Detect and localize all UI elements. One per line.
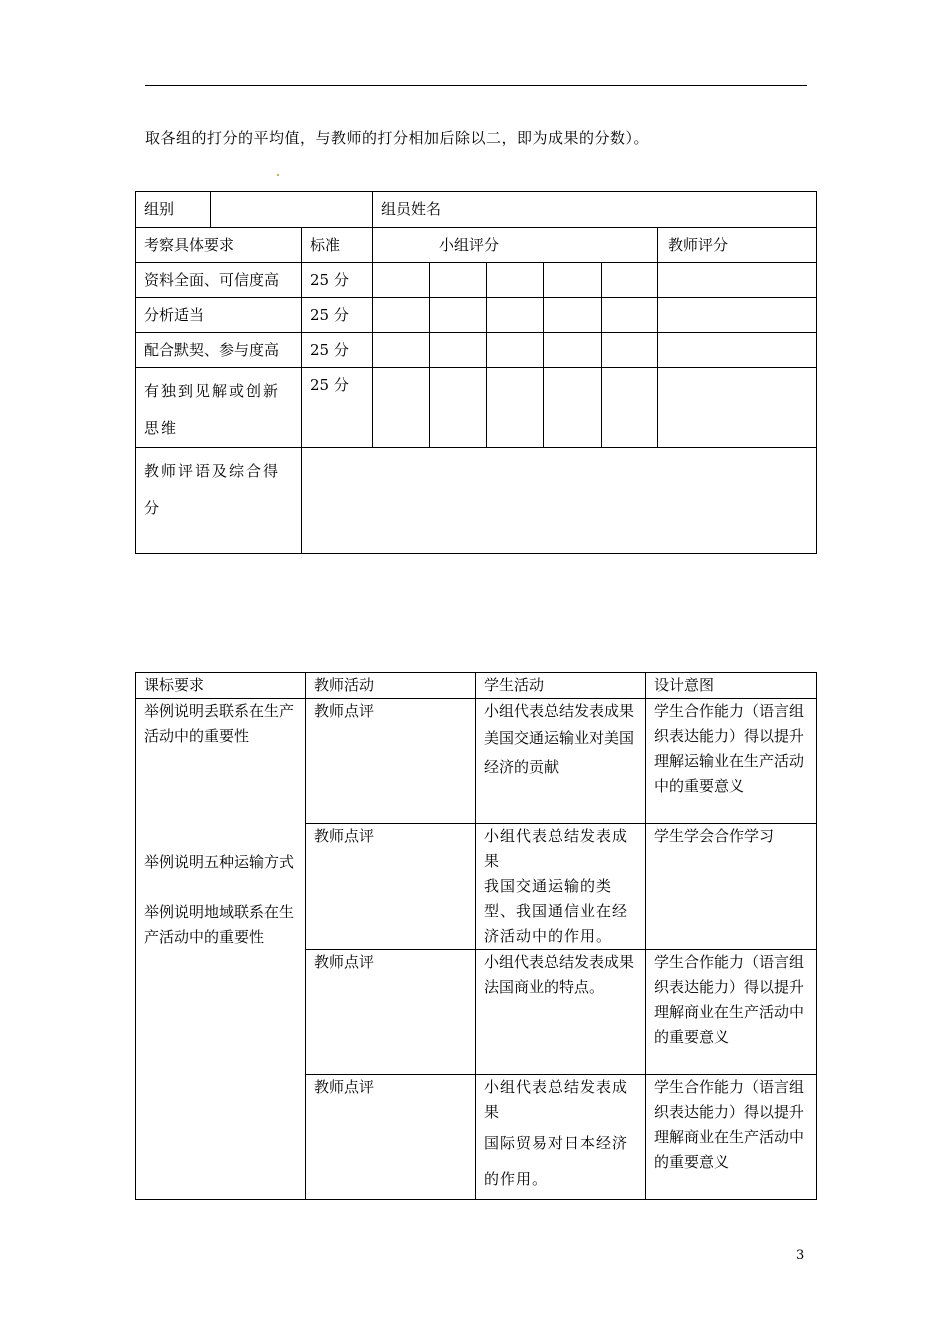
table-row — [136, 228, 817, 263]
comment-label: 教师评语及综合得分 — [136, 448, 302, 554]
standard-cell: 25 分 — [302, 298, 373, 333]
group-value — [211, 192, 373, 228]
intent-line: 学生合作能力（语言组织表达能力）得以提升 — [654, 1078, 805, 1121]
table-row — [136, 368, 817, 448]
intro-text: 取各组的打分的平均值，与教师的打分相加后除以二，即为成果的分数）。 — [145, 129, 650, 147]
standard-cell: 25 分 — [302, 368, 373, 448]
teacher-score-cell — [658, 368, 817, 448]
design-intent — [646, 824, 817, 950]
requirement-cell: 分析适当 — [136, 298, 302, 333]
requirement-cell: 资料全面、可信度高 — [136, 263, 302, 298]
requirement-cell: 有独到见解或创新思维 — [136, 368, 302, 448]
design-intent — [646, 699, 817, 824]
score-cell — [544, 298, 602, 333]
student-line: 美国交通运输业对美国经济的贡献 — [484, 729, 635, 776]
intent-line: 学生合作能力（语言组织表达能力）得以提升 — [654, 953, 805, 996]
student-line: 法国商业的特点。 — [484, 978, 605, 996]
table-row — [136, 192, 817, 228]
score-cell — [373, 298, 430, 333]
score-cell — [430, 368, 487, 448]
student-activity — [476, 824, 646, 950]
intent-line: 学生学会合作学习 — [654, 827, 775, 845]
score-cell — [544, 333, 602, 368]
teacher-activity: 教师点评 — [306, 824, 476, 950]
page-number: 3 — [796, 1248, 805, 1263]
teacher-score-cell — [658, 333, 817, 368]
table-row — [136, 448, 817, 554]
score-cell — [602, 263, 658, 298]
score-cell — [602, 368, 658, 448]
student-activity — [476, 1075, 646, 1200]
header-rule — [145, 85, 807, 86]
teacher-activity: 教师点评 — [306, 950, 476, 1075]
table-row — [136, 699, 817, 824]
header-cell: 课标要求 — [136, 673, 306, 699]
intent-line: 理解商业在生产活动中的重要意义 — [654, 1128, 805, 1171]
score-cell — [430, 298, 487, 333]
student-line: 小组代表总结发表成果 — [484, 827, 629, 870]
score-cell — [602, 298, 658, 333]
teacher-activity: 教师点评 — [306, 1075, 476, 1200]
header-cell: 设计意图 — [646, 673, 817, 699]
intent-line: 理解商业在生产活动中的重要意义 — [654, 1003, 805, 1046]
teacher-score-cell — [658, 298, 817, 333]
table-header-row — [136, 673, 817, 699]
header-cell: 教师活动 — [306, 673, 476, 699]
standard-cell: 25 分 — [302, 333, 373, 368]
speck — [277, 174, 279, 176]
table-row — [136, 298, 817, 333]
score-cell — [373, 368, 430, 448]
members-label: 组员姓名 — [373, 192, 817, 228]
lesson-table — [135, 672, 817, 1200]
intent-line: 学生合作能力（语言组织表达能力）得以提升 — [654, 702, 805, 745]
header-cell: 学生活动 — [476, 673, 646, 699]
score-cell — [544, 368, 602, 448]
requirement-cell: 配合默契、参与度高 — [136, 333, 302, 368]
student-activity — [476, 950, 646, 1075]
col-teacher-score: 教师评分 — [658, 228, 817, 263]
teacher-score-cell — [658, 263, 817, 298]
table-row — [136, 263, 817, 298]
design-intent — [646, 1075, 817, 1200]
student-line: 国际贸易对日本经济的作用。 — [484, 1134, 629, 1188]
standards-cell — [136, 699, 306, 1200]
student-line: 小组代表总结发表成果 — [484, 1078, 629, 1121]
design-intent — [646, 950, 817, 1075]
student-line: 小组代表总结发表成果 — [484, 953, 635, 971]
score-cell — [487, 368, 544, 448]
standard-item: 举例说明丢联系在生产活动中的重要性 — [144, 702, 295, 745]
score-table — [135, 191, 817, 554]
col-group-score: 小组评分 — [373, 228, 658, 263]
standard-item: 举例说明地域联系在生产活动中的重要性 — [144, 903, 295, 946]
score-cell — [430, 263, 487, 298]
col-standard: 标准 — [302, 228, 373, 263]
score-cell — [430, 333, 487, 368]
score-cell — [602, 333, 658, 368]
score-cell — [487, 298, 544, 333]
score-cell — [373, 333, 430, 368]
comment-cell — [302, 448, 817, 554]
student-line: 我国交通运输的类型、我国通信业在经济活动中的作用。 — [484, 877, 629, 945]
student-line: 小组代表总结发表成果 — [484, 702, 635, 720]
score-cell — [373, 263, 430, 298]
score-cell — [487, 263, 544, 298]
standard-item: 举例说明五种运输方式 — [144, 853, 295, 871]
score-cell — [544, 263, 602, 298]
group-label: 组别 — [136, 192, 211, 228]
standard-cell: 25 分 — [302, 263, 373, 298]
score-cell — [487, 333, 544, 368]
student-activity — [476, 699, 646, 824]
intent-line: 理解运输业在生产活动中的重要意义 — [654, 752, 805, 795]
table-row — [136, 333, 817, 368]
col-requirement: 考察具体要求 — [136, 228, 302, 263]
teacher-activity: 教师点评 — [306, 699, 476, 824]
